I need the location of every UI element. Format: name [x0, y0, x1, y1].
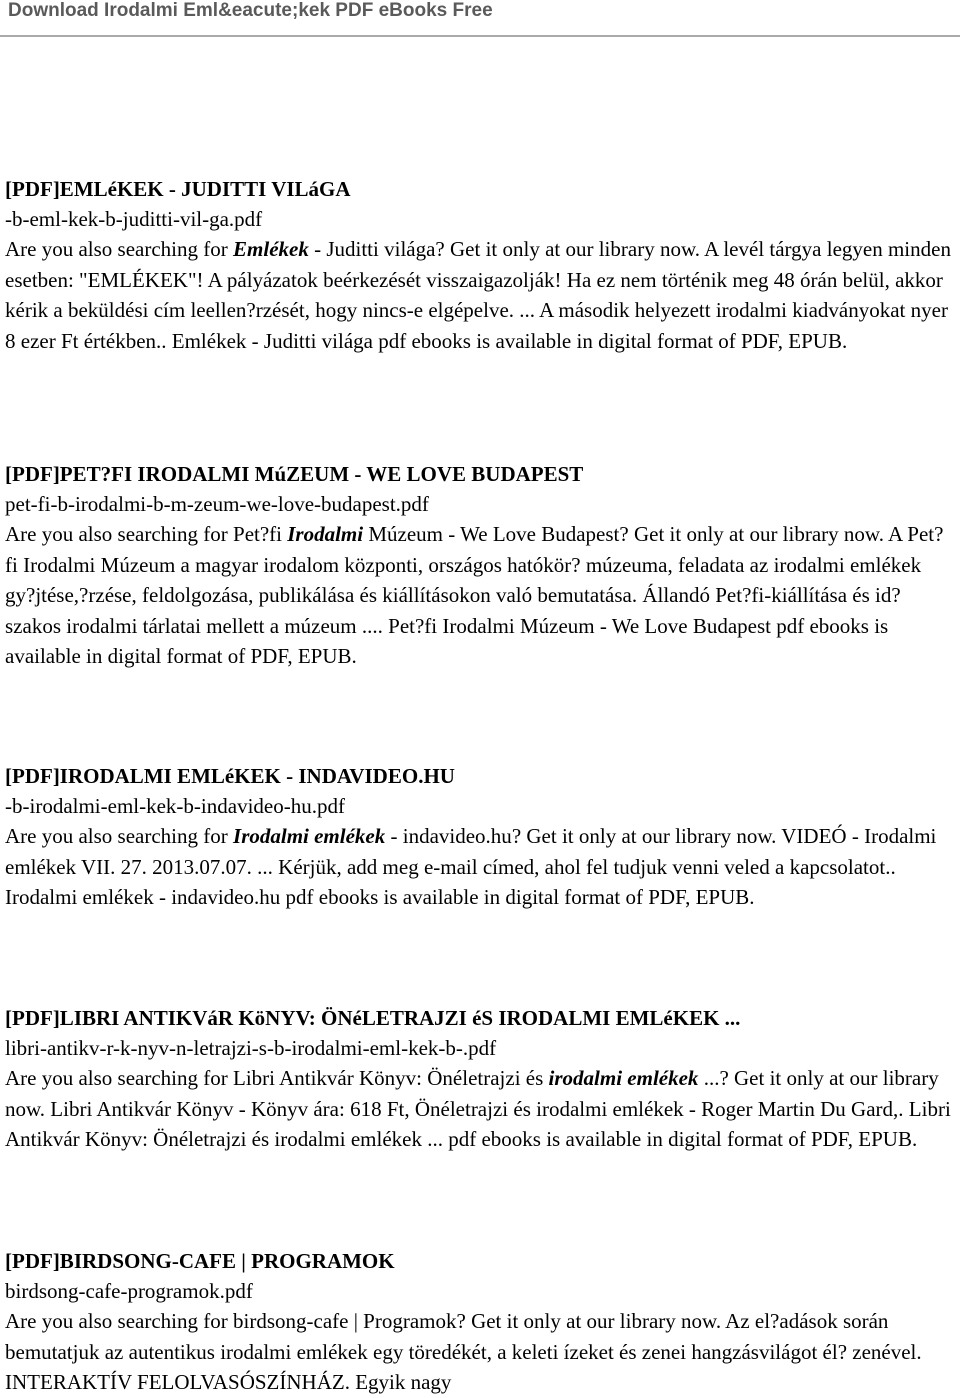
- description-text: - Juditti világa pdf ebooks is available in digital format of PDF, EPUB.: [246, 328, 848, 353]
- description-text: ... pdf ebooks is available in digital format of PDF, EPUB.: [421, 1127, 918, 1151]
- description-text: Juditti világa: [326, 237, 436, 261]
- highlighted-keyword: irodalmi: [66, 613, 138, 638]
- highlighted-keyword: EMLÉKEK: [87, 267, 188, 292]
- description-text: - indavideo.hu pdf ebooks is available in digital format of PDF, EPUB.: [153, 885, 755, 909]
- header-divider: [0, 35, 960, 37]
- description-text: birdsong-cafe | Programok: [233, 1309, 457, 1333]
- description-text: -: [308, 237, 327, 261]
- highlighted-keyword: Irodalmi: [23, 552, 96, 577]
- result-title[interactable]: [PDF]IRODALMI EMLéKEK - INDAVIDEO.HU: [5, 764, 455, 788]
- description-text: Libri Antikvár Könyv: Önéletrajzi és: [233, 1066, 549, 1090]
- highlighted-keyword: Irodalmi emlékek: [5, 824, 937, 879]
- highlighted-keyword: irodalmi emlékek: [536, 1096, 684, 1121]
- highlighted-keyword: irodalmi emlékek: [220, 1339, 368, 1364]
- result-description: [5, 519, 955, 672]
- description-text: Are you also searching for: [5, 1066, 234, 1090]
- highlighted-keyword: Emlékek: [171, 328, 247, 353]
- description-text: kiadványokat nyer 8 ezer Ft értékben..: [5, 298, 948, 353]
- description-text: - Roger Martin Du Gard,. Libri Antikvár Könyv: Önéletrajzi és: [5, 1096, 951, 1151]
- result-description: [5, 821, 955, 913]
- result-title[interactable]: [PDF]PET?FI IRODALMI MúZEUM - WE LOVE BUDAPEST: [5, 462, 584, 486]
- result-entry: [5, 174, 955, 459]
- description-text: Are you also searching for: [5, 1309, 234, 1333]
- result-filename: -b-irodalmi-eml-kek-b-indavideo-hu.pdf: [5, 794, 345, 818]
- result-filename: pet-fi-b-irodalmi-b-m-zeum-we-love-budapest.pdf: [5, 492, 429, 516]
- description-text: Are you also searching for: [5, 522, 234, 546]
- description-text: ? Get it only at our library now. Az el?adások során bemutatjuk az autentikus: [5, 1309, 889, 1364]
- highlighted-keyword: Irodalmi emlékek: [5, 885, 154, 909]
- description-text: VII. 27. 2013.07.07. ... Kérjük, add meg e-mail címed, ahol fel tudjuk venni veled a kapcsolatot..: [76, 854, 896, 879]
- description-text: ? Get it only at our library now. A Pet?fi: [5, 522, 944, 577]
- search-results: [5, 174, 955, 1398]
- result-entry: [5, 1003, 955, 1246]
- result-title[interactable]: [PDF]LIBRI ANTIKVáR KöNYV: ÖNéLETRAJZI éS IRODALMI EMLéKEK ...: [5, 1006, 741, 1030]
- highlighted-keyword: irodalmi emlékek: [274, 1127, 422, 1151]
- highlighted-keyword: Emlékek: [233, 237, 309, 261]
- result-entry: [5, 459, 955, 761]
- description-text: ? Get it only at our library now. VIDEÓ -: [511, 824, 865, 848]
- description-text: tárlatai mellett a múzeum .... Pet?fi: [137, 613, 443, 638]
- highlighted-keyword: Irodalmi: [442, 613, 515, 638]
- description-text: gy?jtése,?rzése, feldolgozása, publikálása és kiállításokon való bemutatása. Állandó Pet?fi-kiállítása és id?szakos: [5, 583, 901, 638]
- description-text: "! A pályázatok beérkezését visszaigazolják! Ha ez nem történik meg 48 órán belül, akkor kérik a beküldési cím leellen?rzését, hogy nincs-e elgépelve. ... A második helyezett: [5, 267, 943, 322]
- page-title: Download Irodalmi Eml&eacute;kek PDF eBooks Free: [8, 0, 493, 21]
- description-text: Múzeum a magyar irodalom központi, országos hatókör? múzeuma, feladata az: [95, 552, 774, 577]
- result-title[interactable]: [PDF]BIRDSONG-CAFE | PROGRAMOK: [5, 1249, 395, 1273]
- description-text: Pet?fi: [233, 522, 288, 546]
- result-filename: -b-eml-kek-b-juditti-vil-ga.pdf: [5, 207, 263, 231]
- page-header: [0, 0, 960, 38]
- description-text: ? Get it only at our library now. A levél tárgya legyen minden esetben: ": [5, 237, 951, 292]
- highlighted-keyword: irodalmi emlékek: [548, 1066, 699, 1090]
- result-description: [5, 234, 955, 356]
- highlighted-keyword: irodalmi emlékek: [773, 552, 922, 577]
- description-text: ...: [698, 1066, 720, 1090]
- result-entry: [5, 1246, 955, 1398]
- description-text: Are you also searching for: [5, 824, 234, 848]
- description-text: egy töredékét, a keleti ízeket és zenei hangzásvilágot él? zenével. INTERAKTÍV FELOLVASÓSZÍNHÁZ. Egyik nagy: [5, 1339, 922, 1394]
- result-description: [5, 1306, 955, 1398]
- result-filename: birdsong-cafe-programok.pdf: [5, 1279, 253, 1303]
- description-text: Múzeum - We Love Budapest pdf ebooks is available in digital format of PDF, EPUB.: [5, 613, 889, 668]
- description-text: Múzeum - We Love Budapest: [363, 522, 620, 546]
- result-entry: [5, 761, 955, 1003]
- result-description: [5, 1063, 955, 1155]
- result-filename: libri-antikv-r-k-nyv-n-letrajzi-s-b-irodalmi-eml-kek-b-.pdf: [5, 1036, 497, 1060]
- result-title[interactable]: [PDF]EMLéKEK - JUDITTI VILáGA: [5, 177, 351, 201]
- description-text: - indavideo.hu: [385, 824, 512, 848]
- highlighted-keyword: Irodalmi: [287, 522, 364, 546]
- highlighted-keyword: irodalmi: [715, 298, 787, 322]
- description-text: Are you also searching for: [5, 237, 234, 261]
- description-text: ? Get it only at our library now. Libri Antikvár Könyv - Könyv ára: 618 Ft, Önéletrajzi és: [5, 1066, 939, 1121]
- highlighted-keyword: Irodalmi emlékek: [233, 824, 386, 848]
